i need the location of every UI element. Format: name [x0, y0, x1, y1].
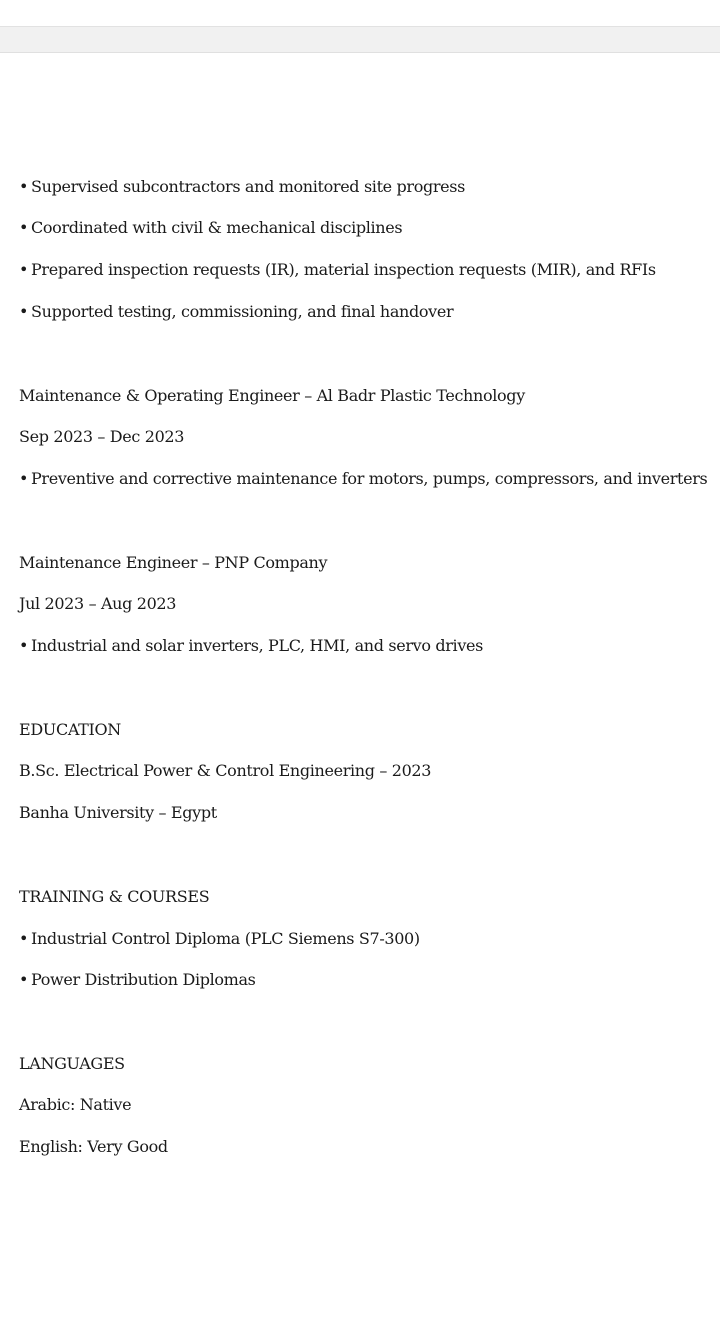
list-item	[19, 177, 465, 197]
language-arabic: Arabic: Native	[19, 1095, 132, 1114]
section-heading-languages: LANGUAGES	[19, 1054, 125, 1073]
bullet-text: Coordinated with civil & mechanical disciplines	[31, 218, 403, 237]
bullet-text: Prepared inspection requests (IR), material inspection requests (MIR), and RFIs	[31, 260, 656, 279]
list-item	[19, 636, 483, 656]
language-english: English: Very Good	[19, 1137, 168, 1156]
bullet-text: Industrial Control Diploma (PLC Siemens S7-300)	[31, 929, 420, 948]
bullet-glyph: •	[19, 929, 29, 948]
bullet-glyph: •	[19, 177, 29, 196]
bullet-glyph: •	[19, 218, 29, 237]
list-item	[19, 260, 656, 280]
education-degree: B.Sc. Electrical Power & Control Engineering – 2023	[19, 761, 432, 780]
job-title: Maintenance & Operating Engineer – Al Badr Plastic Technology	[19, 386, 525, 405]
list-item	[19, 218, 402, 238]
bullet-glyph: •	[19, 260, 29, 279]
bullet-glyph: •	[19, 302, 29, 321]
bullet-glyph: •	[19, 469, 29, 488]
bullet-text: Preventive and corrective maintenance for motors, pumps, compressors, and inverters	[31, 469, 708, 488]
bullet-glyph: •	[19, 636, 29, 655]
bullet-glyph: •	[19, 970, 29, 989]
education-university: Banha University – Egypt	[19, 803, 217, 822]
bullet-text: Supported testing, commissioning, and final handover	[31, 302, 454, 321]
bullet-text: Power Distribution Diplomas	[31, 970, 256, 989]
top-strip	[0, 0, 720, 27]
list-item	[19, 302, 453, 322]
job-dates: Jul 2023 – Aug 2023	[19, 594, 177, 613]
bullet-text: Supervised subcontractors and monitored site progress	[31, 177, 466, 196]
viewer-toolbar-band	[0, 27, 720, 53]
job-dates: Sep 2023 – Dec 2023	[19, 427, 185, 446]
bullet-text: Industrial and solar inverters, PLC, HMI, and servo drives	[31, 636, 483, 655]
job-title: Maintenance Engineer – PNP Company	[19, 553, 328, 572]
list-item	[19, 469, 707, 489]
section-heading-training: TRAINING & COURSES	[19, 887, 210, 906]
section-heading-education: EDUCATION	[19, 720, 121, 739]
list-item	[19, 929, 420, 949]
list-item	[19, 970, 256, 990]
